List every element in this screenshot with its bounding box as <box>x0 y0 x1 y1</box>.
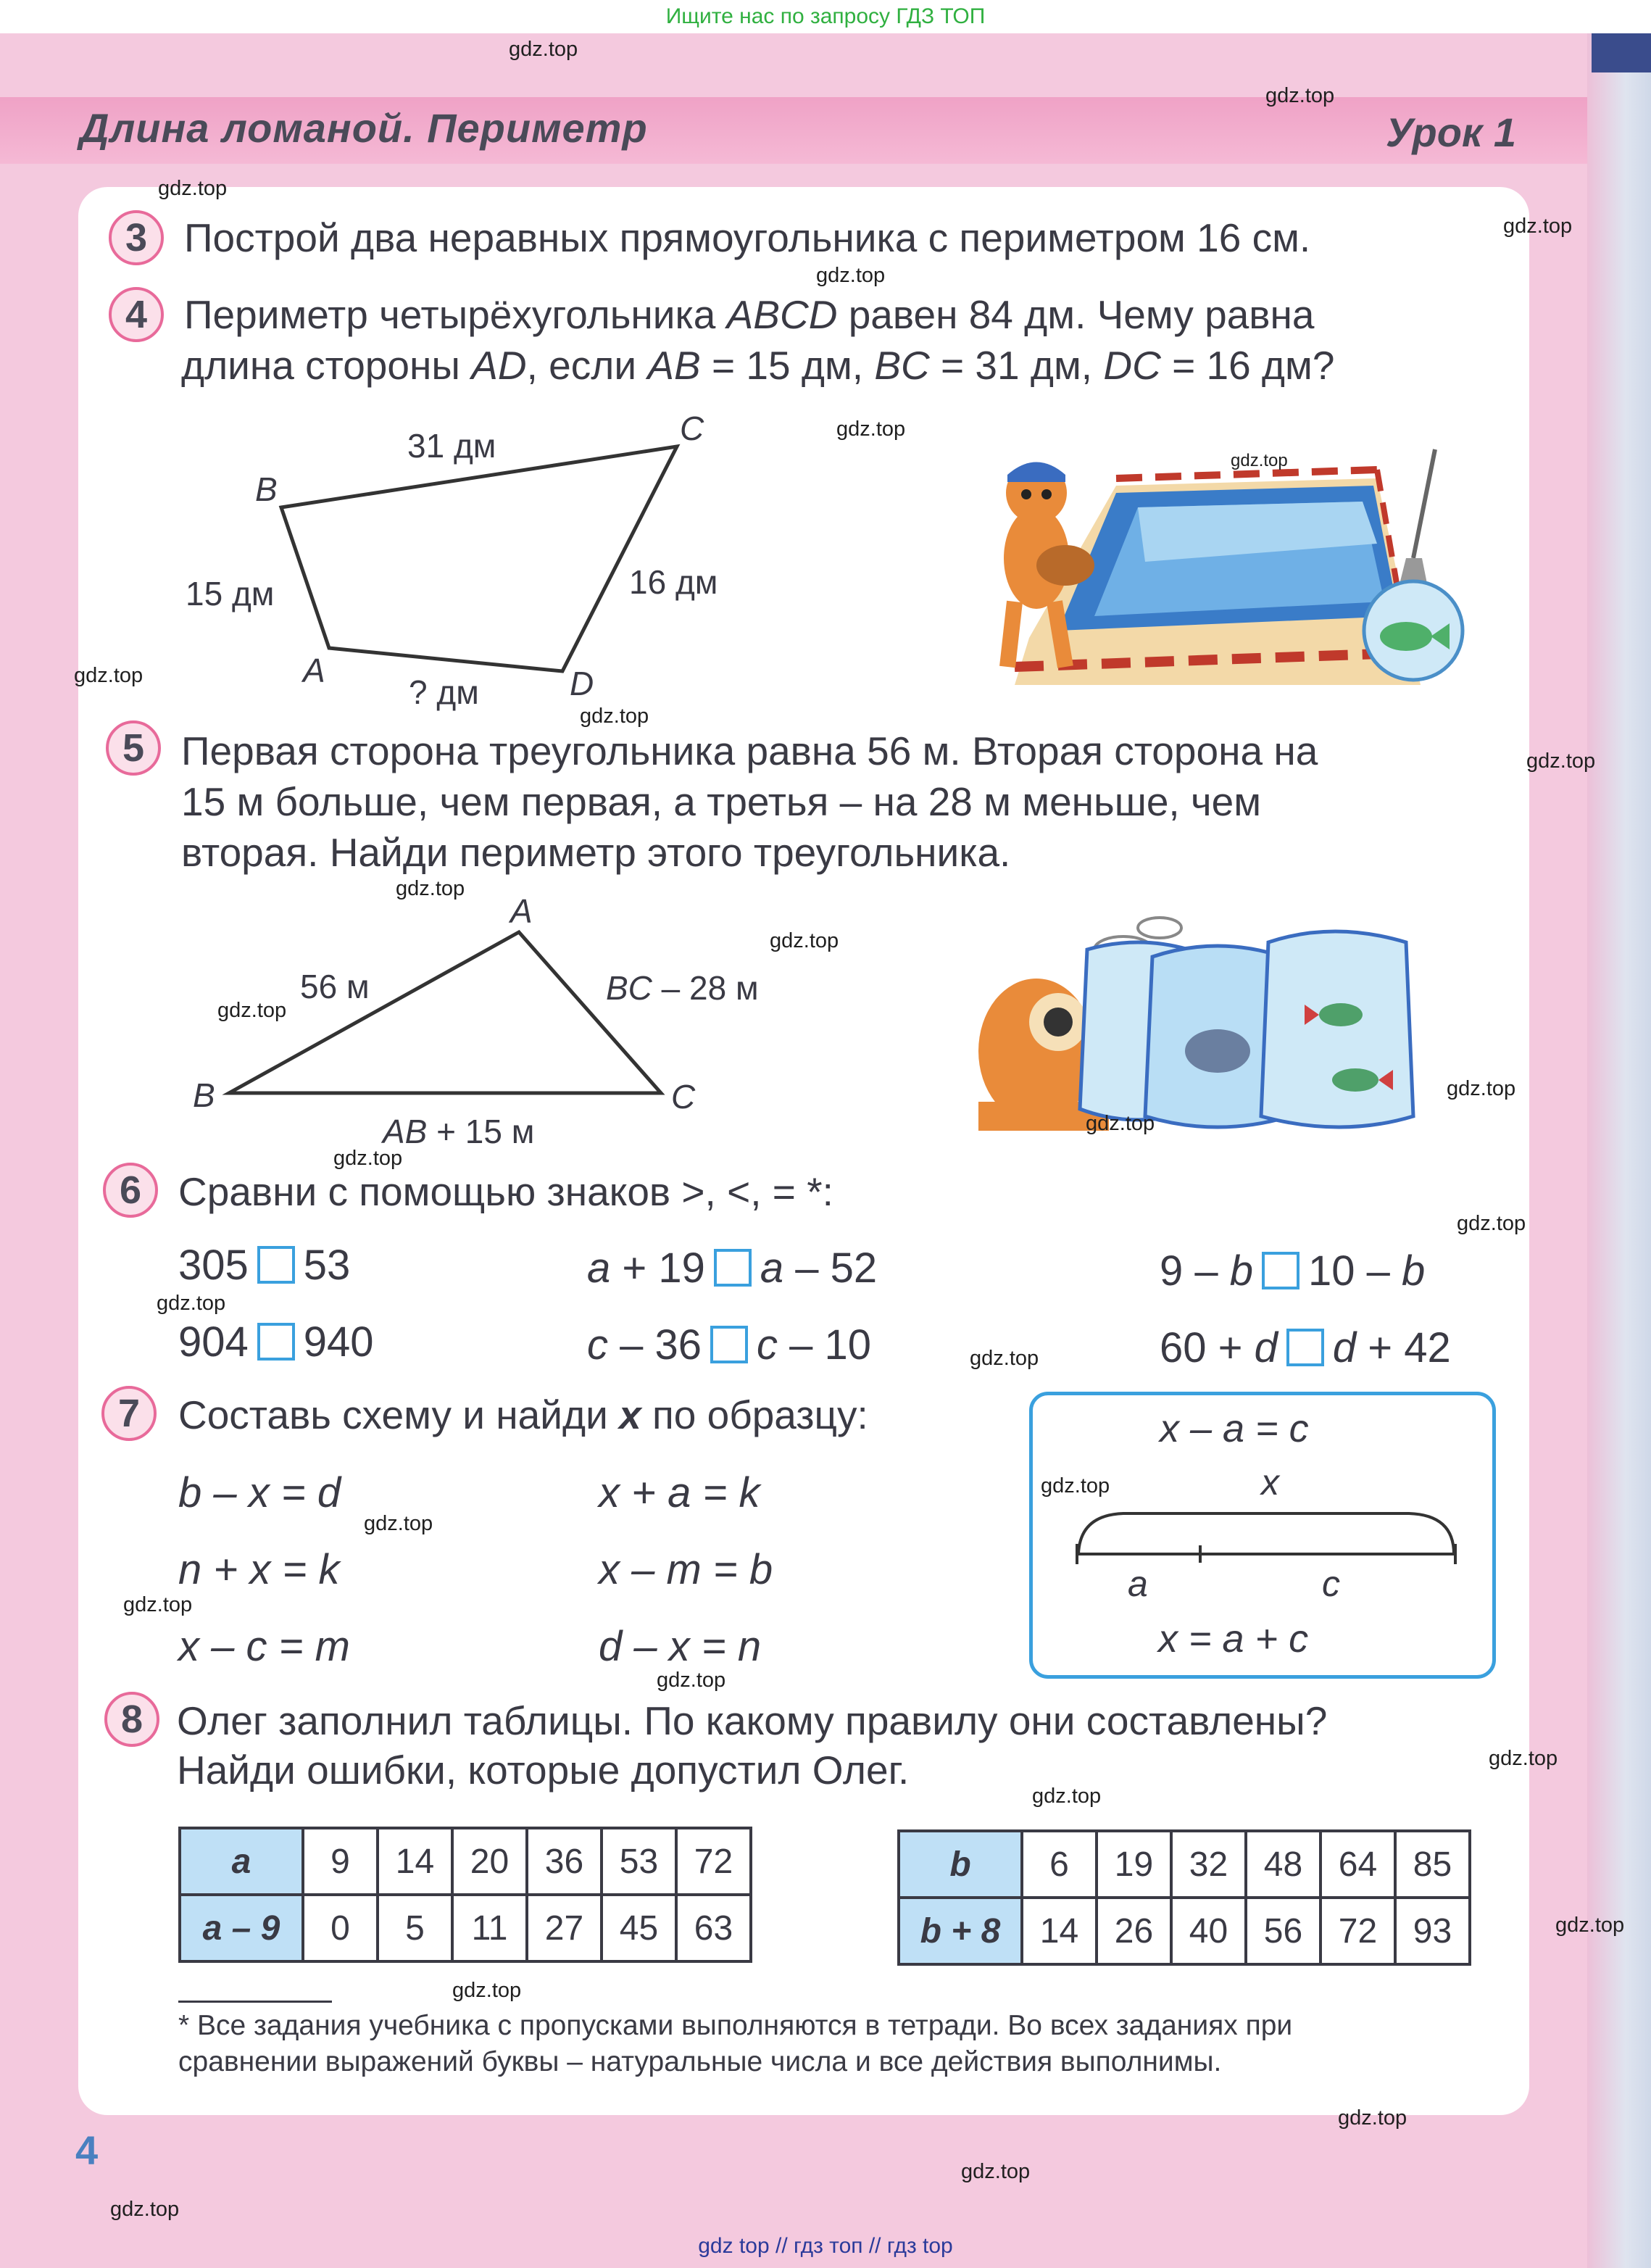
task-5-line1: Первая сторона треугольника равна 56 м. Вторая сторона на <box>181 728 1318 773</box>
text-part: , если <box>526 343 648 388</box>
var: a <box>760 1245 784 1292</box>
side-ab-label: 56 м <box>300 968 370 1005</box>
text-part: = 16 дм? <box>1160 343 1335 388</box>
watermark: gdz.top <box>333 1147 403 1170</box>
table-row <box>180 1828 751 1895</box>
top-banner[interactable]: Ищите нас по запросу ГДЗ ТОП <box>0 0 1651 33</box>
watermark: gdz.top <box>970 1347 1039 1370</box>
task-number-8: 8 <box>104 1692 159 1747</box>
text-part: – 10 <box>778 1321 871 1368</box>
table-row <box>899 1898 1470 1964</box>
table-cell: 26 <box>1097 1898 1171 1964</box>
vertex-b: B <box>193 1076 215 1114</box>
watermark: gdz.top <box>364 1512 433 1535</box>
table-a <box>178 1827 752 1963</box>
footnote <box>178 2008 1292 2080</box>
table-cell: 19 <box>1097 1831 1171 1898</box>
num-left: 305 <box>178 1242 249 1289</box>
var: b <box>1229 1247 1254 1295</box>
table-cell: 72 <box>1321 1898 1395 1964</box>
watermark: gdz.top <box>110 2198 180 2221</box>
watermark: gdz.top <box>1041 1474 1110 1498</box>
table-cell: 85 <box>1395 1831 1470 1898</box>
var-ab: AB <box>383 1113 428 1150</box>
num-right: 940 <box>303 1318 374 1366</box>
task-8-line1: Олег заполнил таблицы. По какому правилу они составлены? <box>177 1698 1328 1743</box>
equation: b – x = d <box>178 1469 341 1516</box>
task-number-4: 4 <box>109 287 164 342</box>
table-cell: 72 <box>676 1828 751 1895</box>
text-part: – 36 <box>608 1321 702 1368</box>
table-cell: 53 <box>602 1828 676 1895</box>
lesson-label: Урок 1 <box>1386 109 1517 155</box>
equation: d – x = n <box>599 1623 762 1670</box>
watermark: gdz.top <box>1231 451 1288 470</box>
table-b <box>897 1829 1471 1966</box>
watermark: gdz.top <box>1555 1914 1625 1937</box>
table-cell: 45 <box>602 1895 676 1961</box>
text-part: 60 + <box>1160 1324 1255 1371</box>
var-ad: AD <box>471 343 527 388</box>
side-ab-label: 15 дм <box>186 575 275 612</box>
watermark: gdz.top <box>1457 1212 1526 1235</box>
text-part: равен 84 дм. Чему равна <box>837 292 1315 337</box>
table-cell: 36 <box>527 1828 602 1895</box>
table-cell: 64 <box>1321 1831 1395 1898</box>
table-cell: 27 <box>527 1895 602 1961</box>
watermark: gdz.top <box>217 999 287 1022</box>
watermark: gdz.top <box>1032 1785 1102 1808</box>
vertex-a: A <box>303 652 325 689</box>
var-ab: AB <box>647 343 701 388</box>
task-3-text: Построй два неравных прямоугольника с периметром 16 см. <box>184 215 1311 260</box>
watermark: gdz.top <box>452 1979 522 2002</box>
table-header: b + 8 <box>899 1898 1022 1964</box>
table-cell: 0 <box>303 1895 378 1961</box>
text-part: + 15 м <box>427 1113 535 1150</box>
sample-part1-label: a <box>1128 1563 1148 1604</box>
watermark: gdz.top <box>1489 1747 1558 1770</box>
equation: x + a = k <box>599 1469 760 1516</box>
table-cell: 20 <box>452 1828 527 1895</box>
page-number: 4 <box>75 2127 99 2173</box>
side-bc-label: 31 дм <box>407 427 496 465</box>
text-part: + 19 <box>610 1245 705 1292</box>
watermark: gdz.top <box>74 664 144 687</box>
bottom-links[interactable]: gdz top // гдз топ // гдз top <box>698 2234 953 2258</box>
text-part: = 15 дм, <box>700 343 875 388</box>
watermark: gdz.top <box>657 1669 726 1692</box>
table-header: a <box>180 1828 303 1895</box>
watermark: gdz.top <box>158 177 228 200</box>
text-part: Составь схему и найди <box>178 1392 620 1437</box>
equation: x – c = m <box>178 1623 350 1670</box>
num-right: 53 <box>303 1242 351 1289</box>
equation: x – m = b <box>599 1546 773 1593</box>
var-dc: DC <box>1103 343 1161 388</box>
sample-whole-label: x <box>1261 1462 1279 1503</box>
watermark: gdz.top <box>1447 1077 1516 1100</box>
table-cell: 63 <box>676 1895 751 1961</box>
table-cell: 40 <box>1171 1898 1246 1964</box>
var-abcd: ABCD <box>726 292 838 337</box>
vertex-c: C <box>671 1078 696 1116</box>
sample-solution: x = a + c <box>1158 1617 1309 1661</box>
vertex-c: C <box>680 410 704 447</box>
watermark: gdz.top <box>396 877 465 900</box>
table-cell: 56 <box>1246 1898 1321 1964</box>
watermark: gdz.top <box>509 38 578 61</box>
text-part: по образцу: <box>641 1392 868 1437</box>
watermark: gdz.top <box>770 929 839 952</box>
side-cd-label: 16 дм <box>629 563 718 601</box>
table-cell: 93 <box>1395 1898 1470 1964</box>
watermark: gdz.top <box>1503 215 1573 238</box>
var: c <box>587 1321 608 1368</box>
task-5-line2: 15 м больше, чем первая, а третья – на 28 м меньше, чем <box>181 779 1262 824</box>
scheme-arc <box>1078 1513 1454 1554</box>
vertex-d: D <box>570 665 594 702</box>
watermark: gdz.top <box>123 1593 193 1616</box>
var: d <box>1254 1324 1278 1371</box>
table-cell: 11 <box>452 1895 527 1961</box>
table-cell: 32 <box>1171 1831 1246 1898</box>
text-part: длина стороны <box>181 343 472 388</box>
vertex-a: A <box>510 892 533 930</box>
equation: n + x = k <box>178 1546 340 1593</box>
task-number-5: 5 <box>106 720 161 776</box>
vertex-b: B <box>255 470 278 508</box>
task-6-text: Сравни с помощью знаков >, <, = *: <box>178 1169 833 1214</box>
text-part: 9 – <box>1160 1247 1230 1295</box>
footnote-line: сравнении выражений буквы – натуральные числа и все действия выполнимы. <box>178 2046 1222 2077</box>
text-part: = 31 дм, <box>929 343 1104 388</box>
task-number-6: 6 <box>103 1163 158 1218</box>
task-8-line2: Найди ошибки, которые допустил Олег. <box>177 1748 910 1793</box>
watermark: gdz.top <box>961 2160 1031 2183</box>
watermark: gdz.top <box>1338 2106 1407 2130</box>
task-number-7: 7 <box>101 1386 157 1441</box>
watermark: gdz.top <box>1265 84 1335 107</box>
footnote-divider <box>178 2001 332 2003</box>
watermark: gdz.top <box>836 418 906 441</box>
text-part: 10 – <box>1308 1247 1402 1295</box>
var-bc: BC <box>874 343 930 388</box>
table-header: b <box>899 1831 1022 1898</box>
table-cell: 9 <box>303 1828 378 1895</box>
watermark: gdz.top <box>580 705 649 728</box>
task-5-line3: вторая. Найди периметр этого треугольника. <box>181 830 1011 875</box>
footnote-line: * Все задания учебника с пропусками выполняются в тетради. Во всех заданиях при <box>178 2010 1293 2041</box>
sample-part2-label: c <box>1322 1563 1340 1604</box>
text-part: – 52 <box>783 1245 878 1292</box>
table-row <box>899 1831 1470 1898</box>
var: b <box>1402 1247 1426 1295</box>
table-cell: 14 <box>378 1828 452 1895</box>
watermark: gdz.top <box>157 1292 226 1315</box>
page-title: Длина ломаной. Периметр <box>80 105 648 151</box>
var-x: x <box>619 1392 641 1437</box>
table-cell: 48 <box>1246 1831 1321 1898</box>
watermark: gdz.top <box>1086 1112 1155 1135</box>
num-left: 904 <box>178 1318 249 1366</box>
text-part: Периметр четырёхугольника <box>184 292 727 337</box>
table-header: a – 9 <box>180 1895 303 1961</box>
task-number-3: 3 <box>109 210 164 265</box>
var: c <box>757 1321 778 1368</box>
table-cell: 14 <box>1022 1898 1097 1964</box>
var: d <box>1332 1324 1357 1371</box>
side-ad-label: ? дм <box>409 673 479 711</box>
text-part: – 28 м <box>652 969 759 1007</box>
watermark: gdz.top <box>1526 749 1596 773</box>
text-part: + 42 <box>1356 1324 1451 1371</box>
sample-equation: x – a = c <box>1160 1407 1309 1450</box>
var-bc: BC <box>606 969 652 1007</box>
table-cell: 6 <box>1022 1831 1097 1898</box>
table-cell: 5 <box>378 1895 452 1961</box>
table-row <box>180 1895 751 1961</box>
var: a <box>587 1245 611 1292</box>
watermark: gdz.top <box>816 264 886 287</box>
